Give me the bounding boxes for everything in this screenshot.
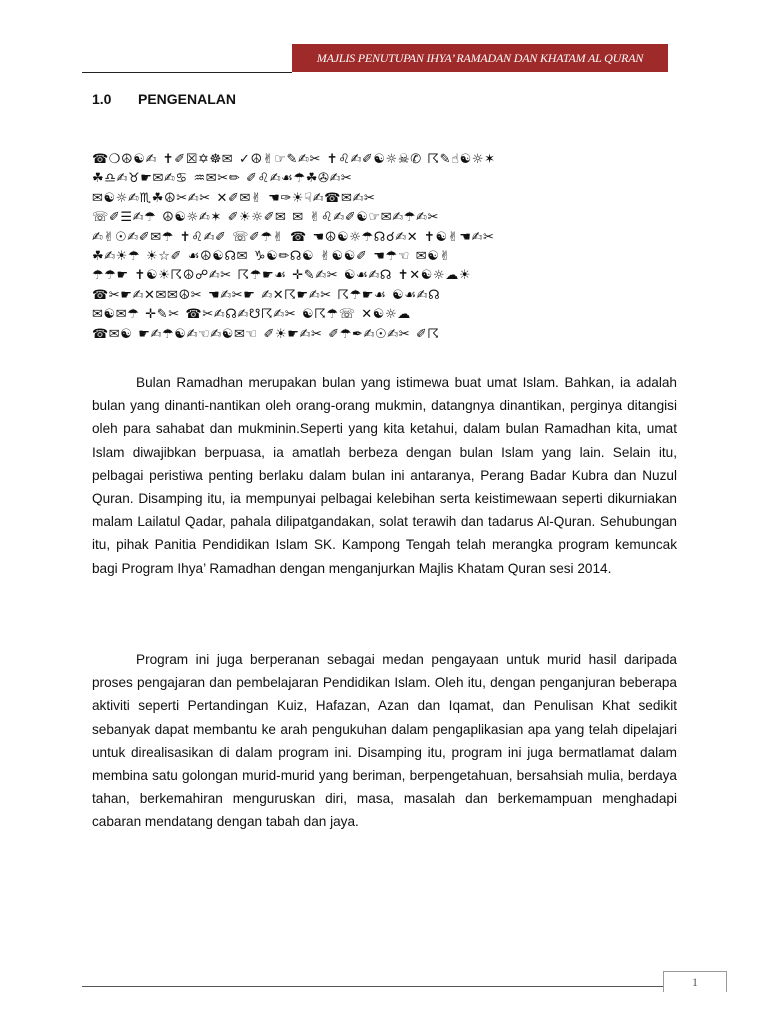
symbol-font-paragraph (92, 150, 678, 344)
body-paragraph-program: Program ini juga berperanan sebagai medan pengayaan untuk murid hasil daripada proses pengajaran dan pembelajaran Pendidikan Islam. Oleh itu, dengan penganjuran beberapa aktiviti seperti Pertandingan Kuiz, Hafazan, Azan dan Iqamat, dan Penulisan Khat sedikit sebanyak dapat membantu ke arah pengukuhan dalam pengaplikasian apa yang telah dipelajari untuk direalisasikan di dalam program ini. Disamping itu, program ini juga bermatlamat dalam membina satu golongan murid-murid yang beriman, berpengetahuan, bersahsiah mulia, berdaya tahan, berkemahiran menguruskan diri, masa, masalah dan berkemampuan menghadapi cabaran mendatang dengan tabah dan jaya. (92, 652, 677, 830)
section-heading (92, 91, 236, 107)
symbol-line: ☘✍☀☂ ☀☆✐ ☙☮☯☊✉ ♑☯✏☊☯ ✌☯☯✐ ☚☂☜ ✉☯✌ (92, 249, 451, 265)
header-title-text: MAJLIS PENUTUPAN IHYA’ RAMADAN DAN KHATAM AL QURAN (316, 50, 644, 65)
footer-rule (82, 986, 725, 987)
symbol-line: ✍✌☉✍✐✉☂ ✝♌✍✐ ☏✐☂✌ ☎ ☚☮☯☼☂☊☌✍✕ ✝☯✌☚✍✂ (92, 229, 495, 245)
symbol-line: ☎❍☮☯✍ ✝✐☒✡☸✉ ✓☮✌☞✎✍✂ ✝♌✍✐☯☼☠✆ ☈✎☝☯☼✶ (92, 152, 496, 167)
symbol-line: ✉☯✉☂ ✛✎✂ ☎✂✍☊✍☋☈✍✂ ☯☈☂☏ ✕☯☼☁ (92, 307, 411, 323)
document-header-title (292, 44, 668, 72)
symbol-line: ✉☯☼✍♏☘☮✂✍✂ ✕✐✉✌ ☚✑☀☟✍☎✉✍✂ (92, 190, 376, 206)
symbol-line: ☏✐☰✍☂ ☮☯☼✍✶ ✐☀☼✐✉ ✉ ✌♌✍✐☯☞✉✍☂✍✂ (92, 210, 439, 226)
symbol-line: ☎✉☯ ☛✍☂☯✍☜✍☯✉☜ ✐☀☛✍✂ ✐☂✒✍☉✍✂ ✐☈ (92, 326, 440, 342)
header-rule (82, 72, 292, 73)
page-number-box (663, 971, 727, 992)
symbol-line: ☎✂☛✍✕✉✉☮✂ ☚✍✂☛ ✍✕☈☛✍✂ ☈☂☛☙ ☯☙✍☊ (92, 287, 441, 303)
section-number: 1.0 (92, 91, 112, 107)
symbol-line: ☘♎✍♉☛✉✍♋ ♒✉✂✏ ✐♌✍☙☂☘✇✍✂ (92, 171, 353, 187)
body-paragraph-ramadhan: Bulan Ramadhan merupakan bulan yang istimewa buat umat Islam. Bahkan, ia adalah bulan yang dinanti-nantikan oleh orang-orang mukmin, datangnya dinantikan, perginya ditangisi oleh para sahabat dan mukminin.Seperti yang kita ketahui, dalam bulan Ramadhan kita, umat Islam diwajibkan berpuasa, ia amatlah berbeza dengan bulan Islam yang lain. Selain itu, pelbagai peristiwa penting berlaku dalam bulan ini antaranya, Perang Badar Kubra dan Nuzul Quran. Disamping itu, ia mempunyai pelbagai kelebihan serta keistimewaan seperti dikurniakan malam Lailatul Qadar, pahala dilipatgandakan, solat terawih dan tadarus Al-Quran. Sehubungan itu, pihak Panitia Pendidikan Islam SK. Kampong Tengah telah merangka program kemuncak bagi Program Ihya’ Ramadhan dengan menganjurkan Majlis Khatam Quran sesi 2014. (92, 375, 677, 576)
symbol-line: ☂☂☛ ✝☯☀☈☮☍✍✂ ☈☂☛☙ ✛✎✍✂ ☯☙✍☊ ✝✕☯☼☁☀ (92, 268, 472, 284)
page-number: 1 (692, 974, 698, 989)
section-title: PENGENALAN (138, 91, 237, 107)
